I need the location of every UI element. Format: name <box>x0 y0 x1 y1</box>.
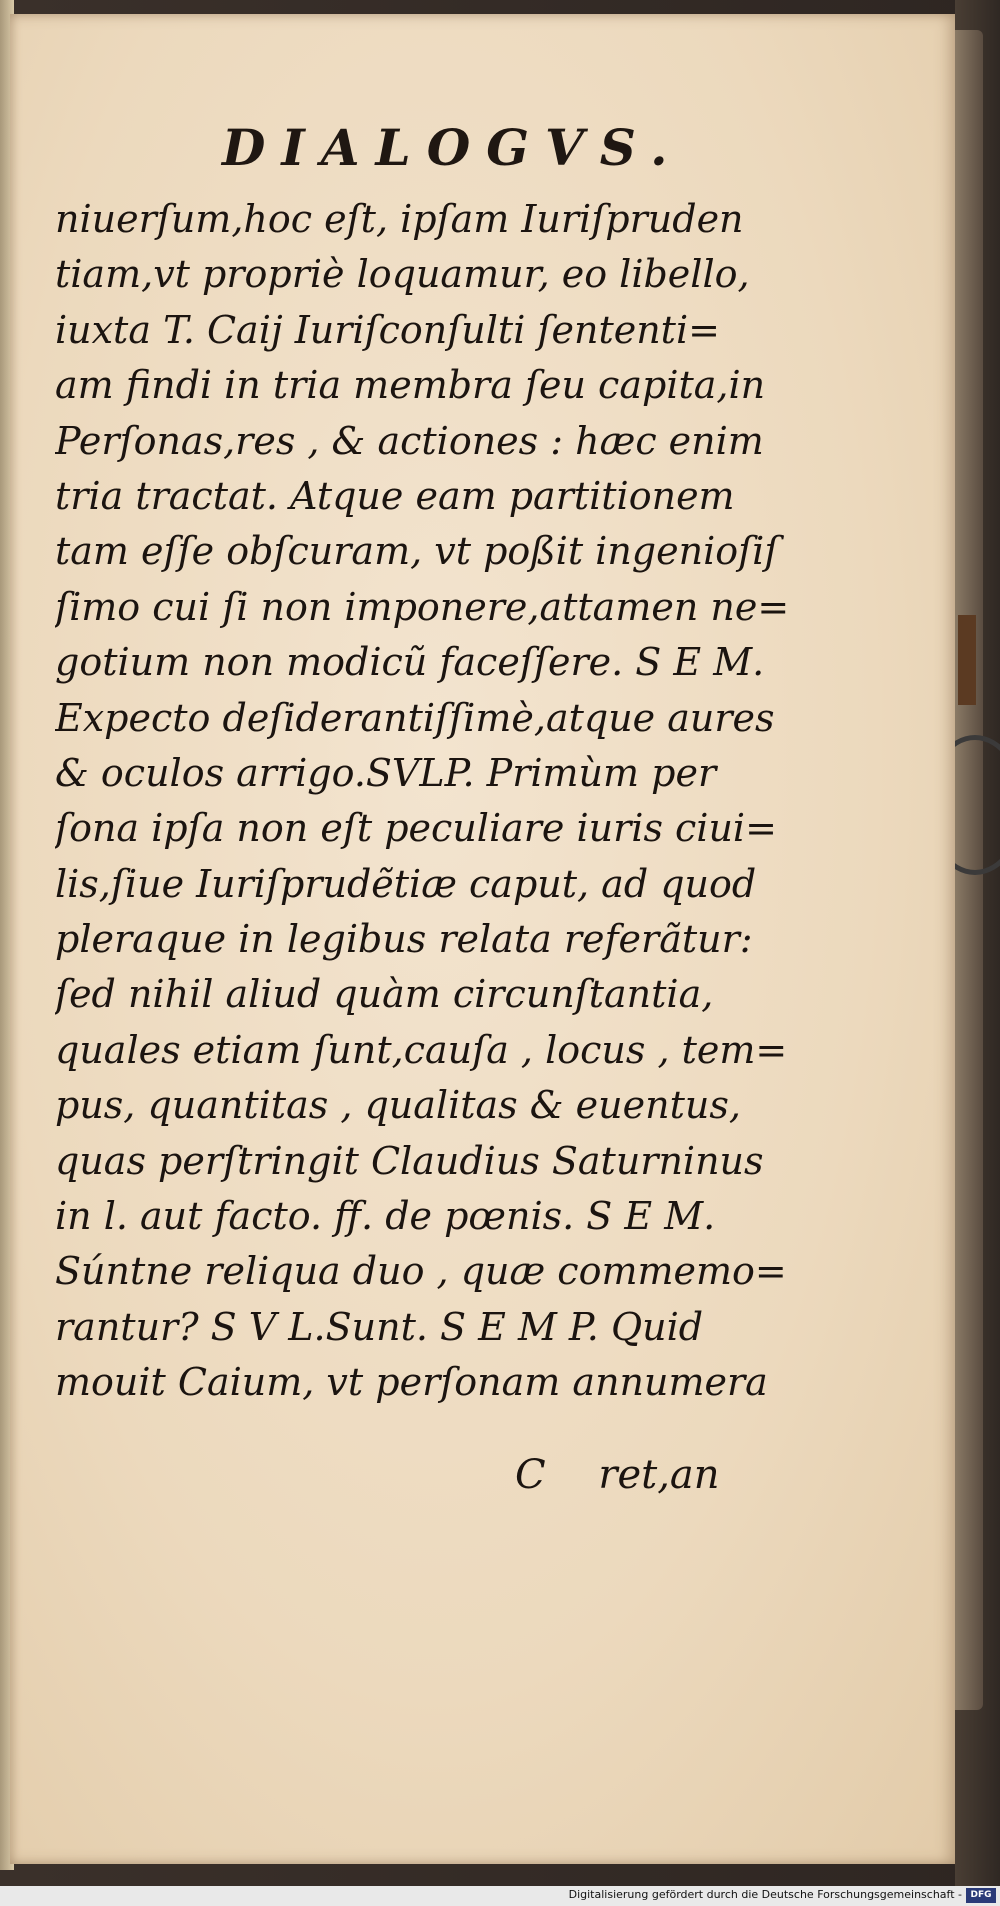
body-text <box>55 192 800 1411</box>
text-line: quales etiam ſunt,cauſa , locus , tem= <box>55 1027 788 1072</box>
text-line: & oculos arrigo.SVLP. Primùm per <box>55 750 717 795</box>
text-line: ſed nihil aliud quàm circunſtantia, <box>55 972 714 1017</box>
text-line: ſimo cui ſi non imponere,attamen ne= <box>55 584 790 629</box>
text-line: niuerſum,hoc eſt, ipſam Iuriſpruden <box>55 197 744 241</box>
text-line: in l. aut facto. ff. de pœnis. S E M. <box>55 1194 716 1239</box>
text-line: ſona ipſa non eſt peculiare iuris ciui= <box>55 806 777 851</box>
signature-mark: C <box>515 1452 546 1498</box>
text-line: lis,ſiue Iuriſprudẽtiæ caput, ad quod <box>55 861 757 906</box>
running-header: DIALOGVS. <box>222 118 684 177</box>
digitization-footer <box>0 1886 1000 1906</box>
text-line: pleraque in legibus relata referãtur: <box>55 917 753 962</box>
text-line: gotium non modicũ faceſſere. S E M. <box>55 640 765 685</box>
text-line: am findi in tria membra ſeu capita,in <box>55 363 766 408</box>
text-line: iuxta T. Caij Iuriſconſulti ſententi= <box>55 307 720 352</box>
catchword: ret,an <box>598 1452 720 1498</box>
text-line: tria tractat. Atque eam partitionem <box>55 473 735 518</box>
footer-credit-text: Digitalisierung gefördert durch die Deutsche Forschungsgemeinschaft - <box>568 1888 962 1901</box>
text-line: pus, quantitas , qualitas & euentus, <box>55 1083 741 1128</box>
text-line: rantur? S V L.Sunt. S E M P. Quid <box>55 1304 704 1349</box>
catchword-line <box>515 1452 720 1498</box>
dfg-logo: DFG <box>966 1888 996 1903</box>
text-line: tiam,vt propriè loquamur, eo libello, <box>55 252 750 297</box>
text-line: quas perſtringit Claudius Saturninus <box>55 1138 764 1183</box>
text-line: Súntne reliqua duo , quæ commemo= <box>55 1249 787 1294</box>
bookmark-ribbon <box>958 615 976 705</box>
text-line: Expecto deſiderantiſſimè,atque aures <box>55 695 775 740</box>
text-line: mouit Caium, vt perſonam annumera <box>55 1360 768 1405</box>
text-line: Perſonas,res , & actiones : hæc enim <box>55 418 764 463</box>
text-line: tam eſſe obſcuram, vt poßit ingenioſiſ <box>55 529 779 574</box>
